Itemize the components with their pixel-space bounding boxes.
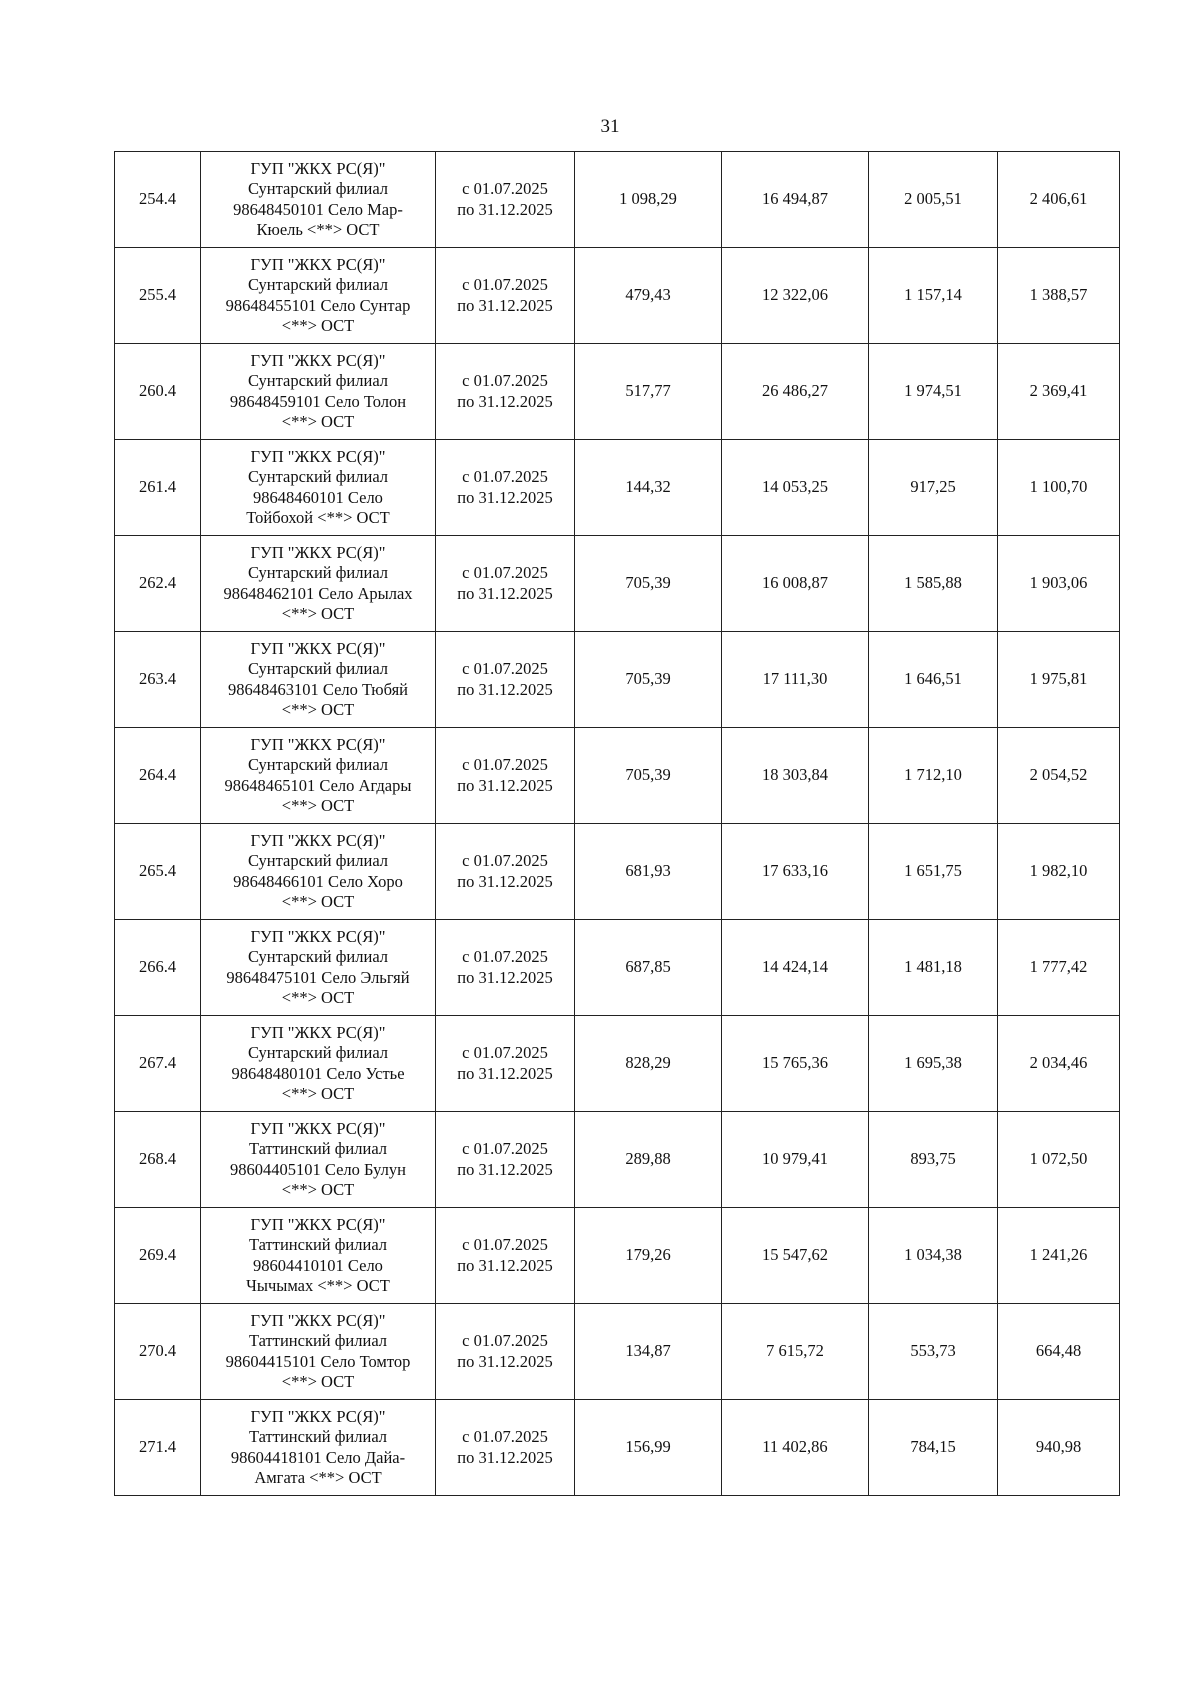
- organization-cell: [201, 1400, 436, 1496]
- tariff-table: [114, 151, 1120, 1496]
- organization-cell: [201, 344, 436, 440]
- organization-line: ГУП "ЖКХ РС(Я)": [250, 1406, 386, 1426]
- organization-cell: [201, 1208, 436, 1304]
- organization-line: Таттинский филиал: [248, 1139, 388, 1158]
- value-cell-4: 2 406,61: [998, 152, 1120, 248]
- table-row: [115, 152, 1120, 248]
- table-row: [115, 440, 1120, 536]
- organization-line: Сунтарский филиал: [247, 563, 389, 582]
- value-cell-1: 687,85: [575, 920, 722, 1016]
- value-cell-4: 2 369,41: [998, 344, 1120, 440]
- organization-line: 98648480101 Село Устье: [231, 1063, 405, 1083]
- table-row: [115, 824, 1120, 920]
- organization-line: ГУП "ЖКХ РС(Я)": [250, 350, 386, 370]
- value-cell-3: 1 585,88: [869, 536, 998, 632]
- period-line: с 01.07.2025: [462, 659, 548, 678]
- value-cell-3: 1 974,51: [869, 344, 998, 440]
- period-line: с 01.07.2025: [462, 1427, 548, 1446]
- period-cell: [436, 440, 575, 536]
- organization-line: 98648460101 Село: [253, 487, 383, 507]
- organization-line: Амгата <**> ОСТ: [254, 1468, 382, 1487]
- value-cell-4: 940,98: [998, 1400, 1120, 1496]
- value-cell-2: 7 615,72: [722, 1304, 869, 1400]
- value-cell-1: 517,77: [575, 344, 722, 440]
- period-line: с 01.07.2025: [462, 179, 548, 198]
- row-number-cell: 267.4: [115, 1016, 201, 1112]
- value-cell-2: 26 486,27: [722, 344, 869, 440]
- organization-cell: [201, 632, 436, 728]
- organization-line: 98648450101 Село Мар-: [233, 199, 403, 219]
- organization-line: <**> ОСТ: [281, 604, 355, 623]
- value-cell-2: 17 111,30: [722, 632, 869, 728]
- period-line: по 31.12.2025: [457, 775, 553, 795]
- value-cell-1: 828,29: [575, 1016, 722, 1112]
- value-cell-1: 705,39: [575, 728, 722, 824]
- organization-cell: [201, 1016, 436, 1112]
- table-row: [115, 248, 1120, 344]
- value-cell-2: 17 633,16: [722, 824, 869, 920]
- tariff-table-body: [115, 152, 1120, 1496]
- period-line: с 01.07.2025: [462, 371, 548, 390]
- period-cell: [436, 824, 575, 920]
- organization-line: Таттинский филиал: [248, 1331, 388, 1350]
- value-cell-1: 289,88: [575, 1112, 722, 1208]
- row-number-cell: 264.4: [115, 728, 201, 824]
- organization-line: <**> ОСТ: [281, 316, 355, 335]
- value-cell-3: 1 481,18: [869, 920, 998, 1016]
- period-line: с 01.07.2025: [462, 1235, 548, 1254]
- value-cell-3: 1 695,38: [869, 1016, 998, 1112]
- period-line: по 31.12.2025: [457, 583, 553, 603]
- period-cell: [436, 1016, 575, 1112]
- value-cell-2: 18 303,84: [722, 728, 869, 824]
- organization-line: ГУП "ЖКХ РС(Я)": [250, 830, 386, 850]
- organization-line: <**> ОСТ: [281, 796, 355, 815]
- organization-line: ГУП "ЖКХ РС(Я)": [250, 1022, 386, 1042]
- period-cell: [436, 344, 575, 440]
- period-line: по 31.12.2025: [457, 967, 553, 987]
- value-cell-1: 144,32: [575, 440, 722, 536]
- value-cell-1: 705,39: [575, 536, 722, 632]
- organization-cell: [201, 920, 436, 1016]
- period-line: с 01.07.2025: [462, 275, 548, 294]
- organization-line: Сунтарский филиал: [247, 1043, 389, 1062]
- value-cell-2: 16 494,87: [722, 152, 869, 248]
- organization-cell: [201, 536, 436, 632]
- organization-line: Сунтарский филиал: [247, 755, 389, 774]
- value-cell-3: 2 005,51: [869, 152, 998, 248]
- organization-cell: [201, 248, 436, 344]
- period-cell: [436, 920, 575, 1016]
- period-line: по 31.12.2025: [457, 295, 553, 315]
- period-line: с 01.07.2025: [462, 1331, 548, 1350]
- table-row: [115, 536, 1120, 632]
- value-cell-1: 479,43: [575, 248, 722, 344]
- row-number-cell: 255.4: [115, 248, 201, 344]
- organization-line: Чычымах <**> ОСТ: [246, 1276, 390, 1295]
- organization-line: Кюель <**> ОСТ: [256, 220, 380, 239]
- organization-line: <**> ОСТ: [281, 892, 355, 911]
- organization-line: ГУП "ЖКХ РС(Я)": [250, 1118, 386, 1138]
- organization-line: 98604405101 Село Булун: [230, 1159, 406, 1179]
- value-cell-3: 1 712,10: [869, 728, 998, 824]
- value-cell-1: 705,39: [575, 632, 722, 728]
- value-cell-1: 179,26: [575, 1208, 722, 1304]
- period-line: по 31.12.2025: [457, 679, 553, 699]
- value-cell-3: 784,15: [869, 1400, 998, 1496]
- value-cell-4: 1 388,57: [998, 248, 1120, 344]
- value-cell-2: 10 979,41: [722, 1112, 869, 1208]
- row-number-cell: 266.4: [115, 920, 201, 1016]
- period-cell: [436, 632, 575, 728]
- organization-line: 98604415101 Село Томтор: [225, 1351, 411, 1371]
- row-number-cell: 269.4: [115, 1208, 201, 1304]
- value-cell-3: 553,73: [869, 1304, 998, 1400]
- row-number-cell: 254.4: [115, 152, 201, 248]
- period-line: с 01.07.2025: [462, 467, 548, 486]
- organization-line: Тойбохой <**> ОСТ: [246, 508, 390, 527]
- organization-cell: [201, 824, 436, 920]
- value-cell-4: 1 072,50: [998, 1112, 1120, 1208]
- value-cell-3: 1 034,38: [869, 1208, 998, 1304]
- organization-line: ГУП "ЖКХ РС(Я)": [250, 926, 386, 946]
- organization-cell: [201, 152, 436, 248]
- value-cell-3: 917,25: [869, 440, 998, 536]
- value-cell-1: 134,87: [575, 1304, 722, 1400]
- organization-line: 98648459101 Село Толон: [229, 391, 407, 411]
- organization-line: Таттинский филиал: [248, 1235, 388, 1254]
- organization-cell: [201, 1304, 436, 1400]
- period-line: с 01.07.2025: [462, 755, 548, 774]
- period-line: по 31.12.2025: [457, 1351, 553, 1371]
- period-line: по 31.12.2025: [457, 1447, 553, 1467]
- organization-line: Сунтарский филиал: [247, 659, 389, 678]
- period-cell: [436, 248, 575, 344]
- row-number-cell: 260.4: [115, 344, 201, 440]
- period-line: по 31.12.2025: [457, 871, 553, 891]
- table-row: [115, 1016, 1120, 1112]
- period-cell: [436, 1400, 575, 1496]
- value-cell-3: 1 157,14: [869, 248, 998, 344]
- value-cell-1: 1 098,29: [575, 152, 722, 248]
- period-cell: [436, 152, 575, 248]
- period-line: по 31.12.2025: [457, 199, 553, 219]
- organization-line: ГУП "ЖКХ РС(Я)": [250, 542, 386, 562]
- row-number-cell: 271.4: [115, 1400, 201, 1496]
- organization-cell: [201, 728, 436, 824]
- value-cell-2: 16 008,87: [722, 536, 869, 632]
- period-cell: [436, 728, 575, 824]
- organization-line: 98604418101 Село Дайа-: [230, 1447, 406, 1467]
- organization-line: 98648465101 Село Агдары: [224, 775, 412, 795]
- organization-line: <**> ОСТ: [281, 412, 355, 431]
- period-line: по 31.12.2025: [457, 391, 553, 411]
- organization-line: <**> ОСТ: [281, 700, 355, 719]
- value-cell-2: 14 053,25: [722, 440, 869, 536]
- organization-cell: [201, 1112, 436, 1208]
- value-cell-4: 2 034,46: [998, 1016, 1120, 1112]
- organization-line: ГУП "ЖКХ РС(Я)": [250, 734, 386, 754]
- value-cell-2: 11 402,86: [722, 1400, 869, 1496]
- organization-line: 98648462101 Село Арылах: [223, 583, 413, 603]
- value-cell-4: 1 903,06: [998, 536, 1120, 632]
- value-cell-4: 1 777,42: [998, 920, 1120, 1016]
- page-number: 31: [600, 116, 620, 137]
- value-cell-4: 2 054,52: [998, 728, 1120, 824]
- organization-line: Таттинский филиал: [248, 1427, 388, 1446]
- row-number-cell: 262.4: [115, 536, 201, 632]
- organization-line: <**> ОСТ: [281, 988, 355, 1007]
- organization-line: ГУП "ЖКХ РС(Я)": [250, 254, 386, 274]
- value-cell-3: 893,75: [869, 1112, 998, 1208]
- period-line: с 01.07.2025: [462, 851, 548, 870]
- organization-line: ГУП "ЖКХ РС(Я)": [250, 638, 386, 658]
- table-row: [115, 728, 1120, 824]
- organization-line: Сунтарский филиал: [247, 275, 389, 294]
- period-cell: [436, 1112, 575, 1208]
- row-number-cell: 261.4: [115, 440, 201, 536]
- table-row: [115, 1112, 1120, 1208]
- organization-line: ГУП "ЖКХ РС(Я)": [250, 1214, 386, 1234]
- period-line: по 31.12.2025: [457, 487, 553, 507]
- value-cell-2: 15 547,62: [722, 1208, 869, 1304]
- value-cell-3: 1 646,51: [869, 632, 998, 728]
- period-line: с 01.07.2025: [462, 563, 548, 582]
- value-cell-4: 1 982,10: [998, 824, 1120, 920]
- organization-cell: [201, 440, 436, 536]
- row-number-cell: 263.4: [115, 632, 201, 728]
- organization-line: <**> ОСТ: [281, 1372, 355, 1391]
- value-cell-1: 156,99: [575, 1400, 722, 1496]
- period-line: с 01.07.2025: [462, 1139, 548, 1158]
- organization-line: Сунтарский филиал: [247, 179, 389, 198]
- period-line: по 31.12.2025: [457, 1063, 553, 1083]
- row-number-cell: 268.4: [115, 1112, 201, 1208]
- value-cell-3: 1 651,75: [869, 824, 998, 920]
- table-row: [115, 1208, 1120, 1304]
- period-cell: [436, 1304, 575, 1400]
- organization-line: 98648463101 Село Тюбяй: [227, 679, 408, 699]
- organization-line: Сунтарский филиал: [247, 851, 389, 870]
- organization-line: Сунтарский филиал: [247, 947, 389, 966]
- table-row: [115, 632, 1120, 728]
- organization-line: 98648475101 Село Эльгяй: [226, 967, 410, 987]
- organization-line: <**> ОСТ: [281, 1084, 355, 1103]
- organization-line: 98648466101 Село Хоро: [233, 871, 403, 891]
- value-cell-2: 12 322,06: [722, 248, 869, 344]
- period-line: по 31.12.2025: [457, 1255, 553, 1275]
- period-cell: [436, 536, 575, 632]
- organization-line: ГУП "ЖКХ РС(Я)": [250, 446, 386, 466]
- organization-line: 98604410101 Село: [253, 1255, 383, 1275]
- organization-line: <**> ОСТ: [281, 1180, 355, 1199]
- period-cell: [436, 1208, 575, 1304]
- value-cell-4: 1 241,26: [998, 1208, 1120, 1304]
- row-number-cell: 265.4: [115, 824, 201, 920]
- value-cell-2: 14 424,14: [722, 920, 869, 1016]
- period-line: с 01.07.2025: [462, 1043, 548, 1062]
- value-cell-4: 1 100,70: [998, 440, 1120, 536]
- table-row: [115, 344, 1120, 440]
- organization-line: ГУП "ЖКХ РС(Я)": [250, 1310, 386, 1330]
- value-cell-2: 15 765,36: [722, 1016, 869, 1112]
- table-row: [115, 1400, 1120, 1496]
- table-row: [115, 1304, 1120, 1400]
- value-cell-4: 664,48: [998, 1304, 1120, 1400]
- table-row: [115, 920, 1120, 1016]
- organization-line: Сунтарский филиал: [247, 371, 389, 390]
- organization-line: Сунтарский филиал: [247, 467, 389, 486]
- value-cell-1: 681,93: [575, 824, 722, 920]
- organization-line: ГУП "ЖКХ РС(Я)": [250, 158, 386, 178]
- period-line: по 31.12.2025: [457, 1159, 553, 1179]
- row-number-cell: 270.4: [115, 1304, 201, 1400]
- period-line: с 01.07.2025: [462, 947, 548, 966]
- organization-line: 98648455101 Село Сунтар: [225, 295, 411, 315]
- value-cell-4: 1 975,81: [998, 632, 1120, 728]
